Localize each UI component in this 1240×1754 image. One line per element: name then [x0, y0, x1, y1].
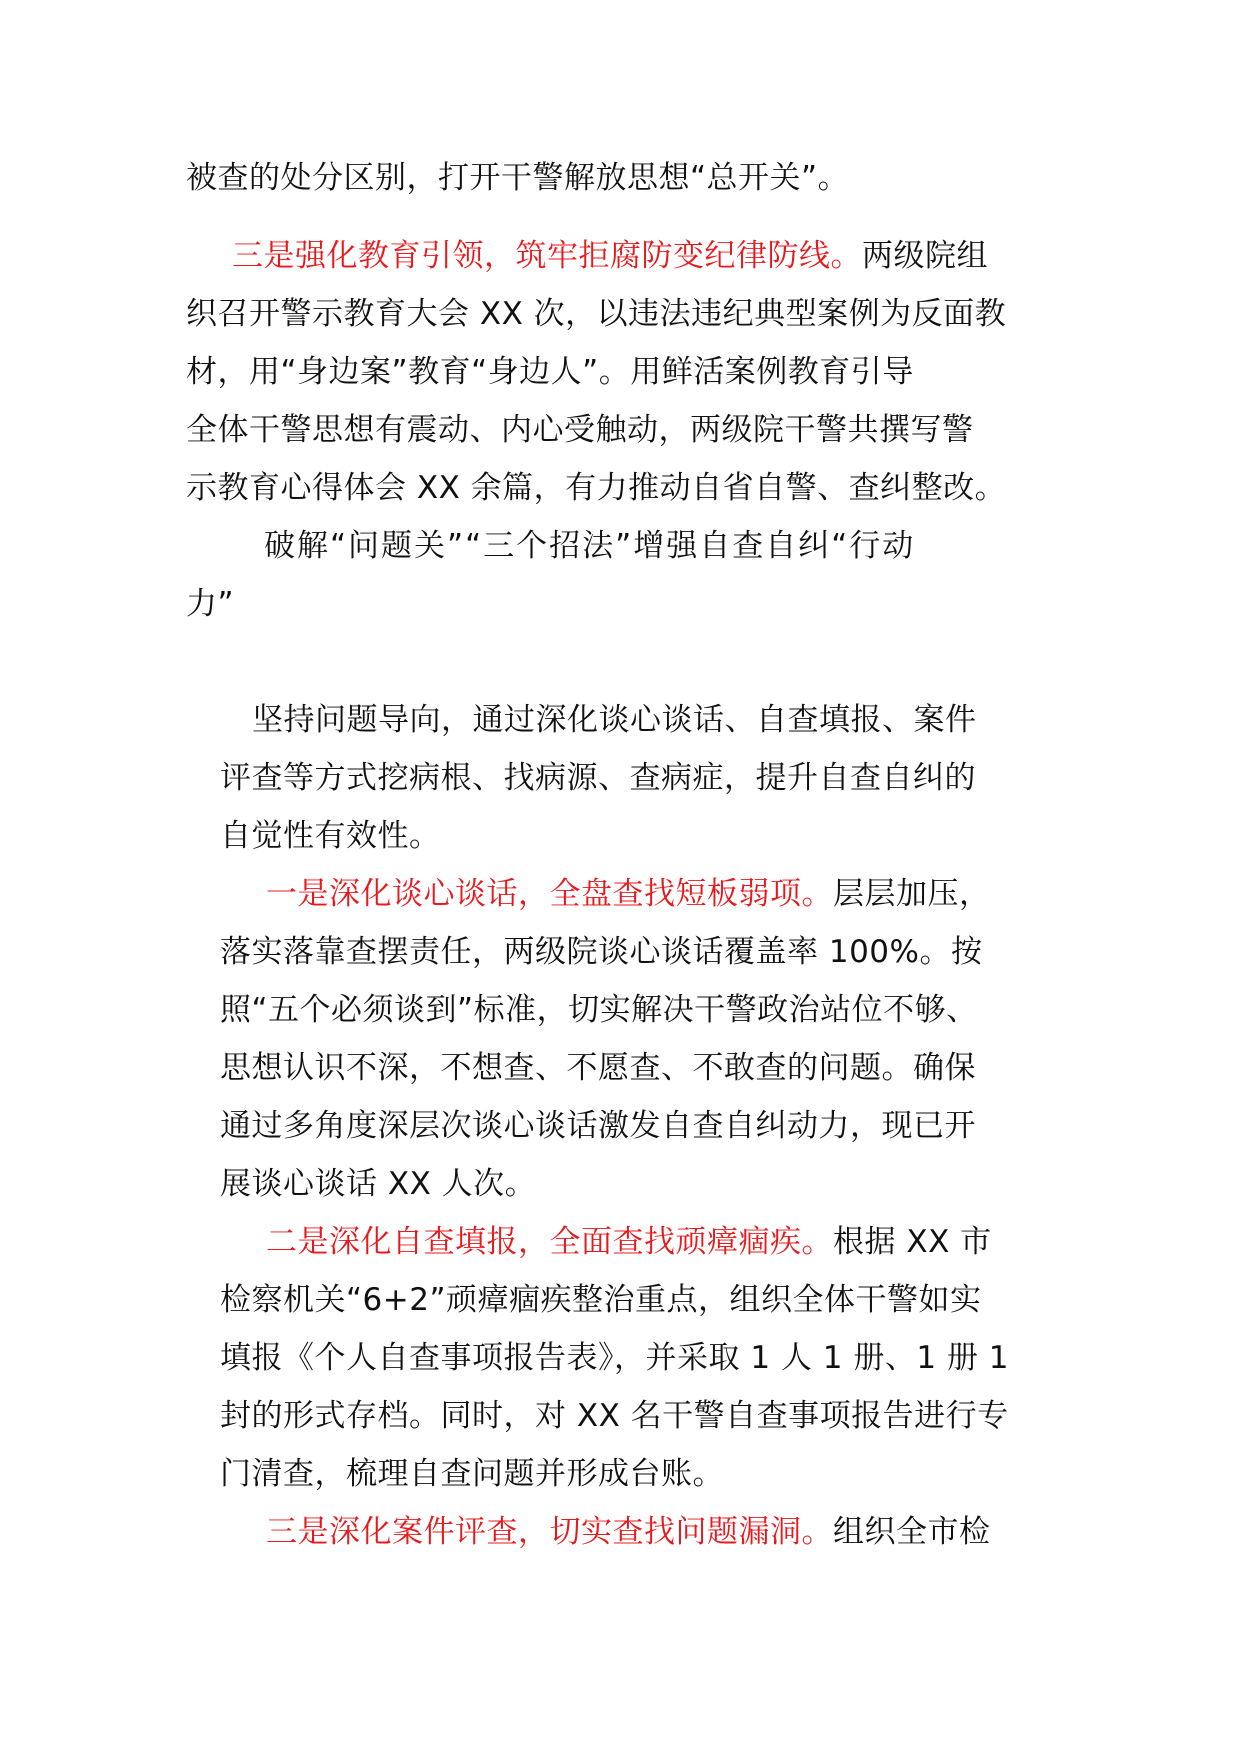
- heading-line: 破解“问题关”“三个招法”增强自查自纠“行动: [264, 528, 916, 564]
- text-run: 通过多角度深层次谈心谈话激发自查自纠动力，现已开: [220, 1108, 976, 1144]
- text-run: 照“五个必须谈到”标准，切实解决干警政治站位不够、: [220, 992, 978, 1028]
- text-run: 自觉性有效性。: [220, 818, 441, 854]
- highlighted-lead-sentence: 一是深化谈心谈话，全盘查找短板弱项。: [266, 876, 833, 912]
- text-run: 两级院组: [862, 238, 988, 274]
- text-run: 展谈心谈话 XX 人次。: [220, 1166, 537, 1202]
- paragraph-line: [220, 990, 978, 1030]
- text-run: 材，用“身边案”教育“身边人”。用鲜活案例教育引导: [186, 354, 914, 390]
- paragraph-line: [220, 1106, 976, 1146]
- text-run: 思想认识不深，不想查、不愿查、不敢查的问题。确保: [220, 1050, 976, 1086]
- text-run: 被查的处分区别，打开干警解放思想“总开关”。: [186, 160, 850, 196]
- text-run: 层层加压，: [833, 876, 991, 912]
- section-heading: [186, 584, 234, 624]
- paragraph-line: [220, 1338, 1009, 1378]
- text-run: 全体干警思想有震动、内心受触动，两级院干警共撰写警: [186, 412, 974, 448]
- paragraph-line: [186, 468, 1006, 508]
- heading-line: 力”: [186, 586, 235, 622]
- paragraph-line: [186, 158, 849, 198]
- text-run: 评查等方式挖病根、找病源、查病症，提升自查自纠的: [220, 760, 976, 796]
- text-run: 门清查，梳理自查问题并形成台账。: [220, 1456, 724, 1492]
- paragraph-line: [220, 1164, 536, 1204]
- text-run: 示教育心得体会 XX 余篇，有力推动自省自警、查纠整改。: [186, 470, 1007, 506]
- text-run: 根据 XX 市: [833, 1224, 992, 1260]
- paragraph-line: [252, 700, 977, 740]
- paragraph-line: [266, 1512, 991, 1552]
- text-run: 检察机关“6+2”顽瘴痼疾整治重点，组织全体干警如实: [220, 1282, 982, 1318]
- paragraph-line: [220, 932, 982, 972]
- text-run: 填报《个人自查事项报告表》，并采取 1 人 1 册、1 册 1: [220, 1340, 1010, 1376]
- paragraph-line: [220, 1454, 724, 1494]
- highlighted-lead-sentence: 三是强化教育引领，筑牢拒腐防变纪律防线。: [232, 238, 862, 274]
- paragraph-line: [186, 410, 974, 450]
- paragraph-line: [220, 1396, 1009, 1436]
- text-run: 织召开警示教育大会 XX 次，以违法违纪典型案例为反面教: [186, 296, 1007, 332]
- highlighted-lead-sentence: 三是深化案件评查，切实查找问题漏洞。: [266, 1514, 833, 1550]
- paragraph-line: [266, 874, 991, 914]
- text-run: 坚持问题导向，通过深化谈心谈话、自查填报、案件: [252, 702, 977, 738]
- paragraph-line: [220, 1280, 982, 1320]
- paragraph-line: [186, 352, 914, 392]
- paragraph-line: [232, 236, 988, 276]
- paragraph-line: [220, 816, 441, 856]
- text-run: 落实落靠查摆责任，两级院谈心谈话覆盖率 100%。按: [220, 934, 983, 970]
- highlighted-lead-sentence: 二是深化自查填报，全面查找顽瘴痼疾。: [266, 1224, 833, 1260]
- paragraph-line: [220, 758, 976, 798]
- text-run: 组织全市检: [833, 1514, 991, 1550]
- section-heading: [264, 526, 915, 566]
- paragraph-line: [186, 294, 1006, 334]
- paragraph-line: [220, 1048, 976, 1088]
- paragraph-line: [266, 1222, 992, 1262]
- text-run: 封的形式存档。同时，对 XX 名干警自查事项报告进行专: [220, 1398, 1009, 1434]
